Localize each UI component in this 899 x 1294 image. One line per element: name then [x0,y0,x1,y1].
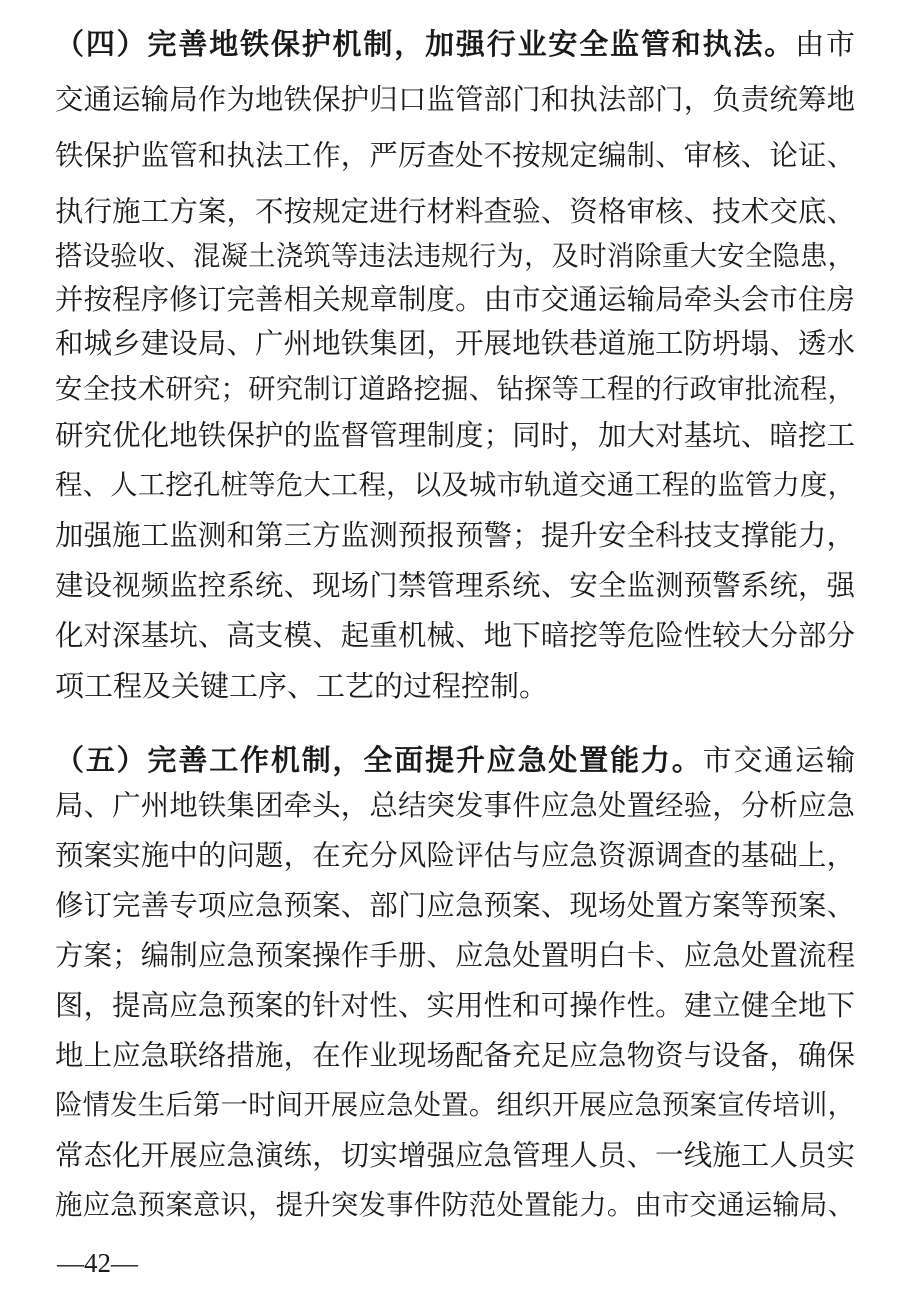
section5-line: 施应急预案意识，提升突发事件防范处置能力。由市交通运输局、 [55,1190,855,1221]
section4-line: 建设视频监控系统、现场门禁管理系统、安全监测预警系统，强 [55,569,855,602]
section4-line: 研究优化地铁保护的监督管理制度；同时，加大对基坑、暗挖工 [55,419,855,452]
section5-line-1 [55,740,855,780]
section5-line: 常态化开展应急演练，切实增强应急管理人员、一线施工人员实 [55,1139,855,1172]
section4-line: 执行施工方案，不按规定进行材料查验、资格审核、技术交底、 [55,195,855,228]
section5-line: 险情发生后第一时间开展应急处置。组织开展应急预案宣传培训， [55,1090,855,1121]
section4-line-1-rest: 由市 [795,27,855,61]
page-number: —42— [57,1248,138,1278]
section4-heading: （四）完善地铁保护机制，加强行业安全监管和执法。 [55,27,796,61]
section4-line: 铁保护监管和执法工作，严厉查处不按规定编制、审核、论证、 [55,139,855,172]
section4-line: 交通运输局作为地铁保护归口监管部门和执法部门，负责统筹地 [55,83,855,116]
section5-line-1-rest: 市交通运输 [702,743,855,777]
section5-line: 地上应急联络措施，在作业现场配备充足应急物资与设备，确保 [55,1039,855,1072]
section4-line: 程、人工挖孔桩等危大工程，以及城市轨道交通工程的监管力度， [55,470,855,501]
section4-line: 并按程序修订完善相关规章制度。由市交通运输局牵头会市住房 [55,283,855,316]
section5-line: 预案实施中的问题，在充分风险评估与应急资源调查的基础上， [55,839,855,872]
section4-line-1 [55,24,855,64]
section4-line: 项工程及关键工序、工艺的过程控制。 [55,669,549,703]
section4-line: 搭设验收、混凝土浇筑等违法违规行为，及时消除重大安全隐患， [55,241,855,272]
section4-line: 加强施工监测和第三方监测预报预警；提升安全科技支撑能力， [55,519,855,552]
section5-line: 修订完善专项应急预案、部门应急预案、现场处置方案等预案、 [55,889,855,922]
section5-heading: （五）完善工作机制，全面提升应急处置能力。 [55,743,703,777]
section4-line: 安全技术研究；研究制订道路挖掘、钻探等工程的行政审批流程， [55,374,855,405]
section4-line: 化对深基坑、高支模、起重机械、地下暗挖等危险性较大分部分 [55,619,855,652]
section5-line: 方案；编制应急预案操作手册、应急处置明白卡、应急处置流程 [55,939,855,972]
section4-line: 和城乡建设局、广州地铁集团，开展地铁巷道施工防坍塌、透水 [55,327,855,360]
section5-line: 局、广州地铁集团牵头，总结突发事件应急处置经验，分析应急 [55,789,855,822]
section5-line: 图，提高应急预案的针对性、实用性和可操作性。建立健全地下 [55,989,855,1022]
